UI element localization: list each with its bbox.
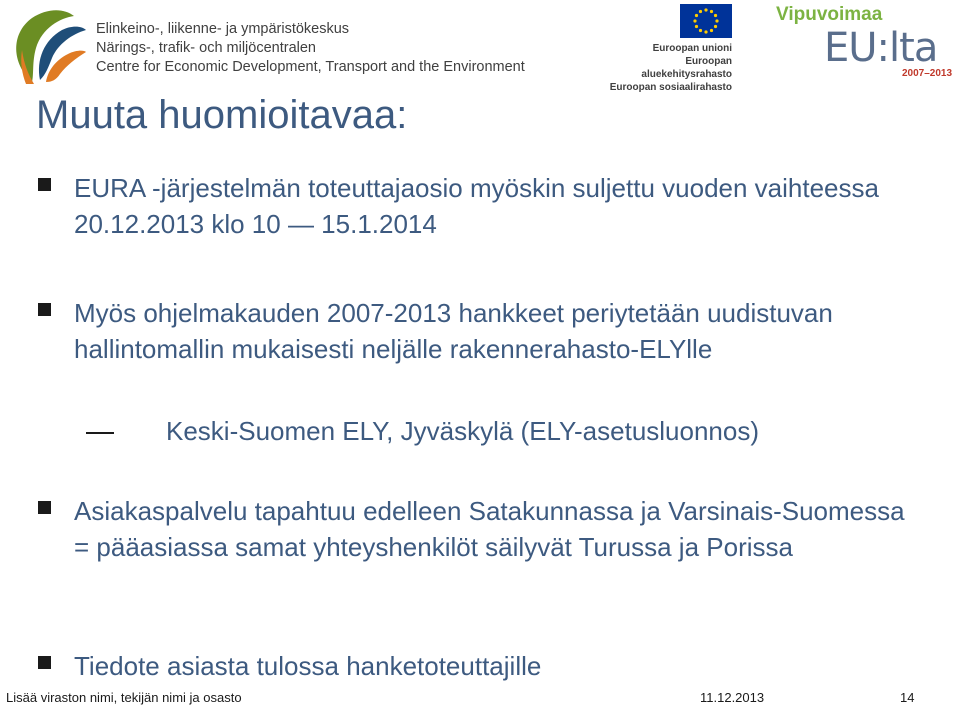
sub-bullet-text: Keski-Suomen ELY, Jyväskylä (ELY-asetusluonnos)	[166, 416, 760, 446]
eu-star-icon	[710, 10, 713, 13]
bullet-text: Asiakaspalvelu tapahtuu edelleen Satakunnassa ja Varsinais-Suomessa = pääasiassa samat yhteyshenkilöt säilyvät Turussa ja Porissa	[74, 496, 905, 562]
footer-author: Lisää viraston nimi, tekijän nimi ja osasto	[6, 690, 242, 705]
eu-star-icon	[699, 29, 702, 32]
bullet-square-icon	[38, 501, 51, 514]
eu-star-icon	[695, 25, 698, 28]
dash-icon	[86, 432, 114, 434]
eu-funding-text	[596, 42, 732, 94]
eu-social-fund-label: Euroopan sosiaalirahasto	[609, 82, 732, 93]
eu-star-icon	[710, 29, 713, 32]
eu-star-icon	[699, 10, 702, 13]
program-years-label: 2007–2013	[902, 68, 953, 79]
slide-title: Muuta huomioitavaa:	[36, 93, 408, 137]
eu-flag-icon	[680, 4, 732, 38]
eu-star-icon	[704, 8, 707, 11]
bullet-text: EURA -järjestelmän toteuttajaosio myöskin suljettu vuoden vaihteessa 20.12.2013 klo 10 — 15.1.2014	[74, 173, 879, 239]
bullet-square-icon	[38, 656, 51, 669]
ely-name-en: Centre for Economic Development, Transport and the Environment	[96, 59, 525, 75]
bullet-square-icon	[38, 178, 51, 191]
bullet-text: Myös ohjelmakauden 2007-2013 hankkeet periytetään uudistuvan hallintomallin mukaisesti neljälle rakennerahasto-ELYlle	[74, 298, 833, 364]
eu-regional-fund-label: Euroopan aluekehitysrahasto	[641, 56, 732, 80]
eu-star-icon	[693, 19, 696, 22]
ely-logo-icon	[2, 4, 88, 86]
vipuvoimaa-label: Vipuvoimaa	[776, 4, 883, 25]
footer-page-number: 14	[900, 690, 915, 705]
eu-star-icon	[714, 14, 717, 17]
eu-star-icon	[715, 19, 718, 22]
ely-name-sv: Närings-, trafik- och miljöcentralen	[96, 40, 316, 56]
eulta-logo: EU:lta	[824, 25, 938, 71]
ely-name-fi: Elinkeino-, liikenne- ja ympäristökeskus	[96, 21, 350, 37]
eu-star-icon	[714, 25, 717, 28]
eu-star-icon	[695, 14, 698, 17]
bullet-text: Tiedote asiasta tulossa hanketoteuttajille	[74, 651, 542, 681]
ely-organization-name	[96, 20, 525, 77]
eu-union-label: Euroopan unioni	[652, 43, 732, 54]
eu-star-icon	[704, 30, 707, 33]
footer-date: 11.12.2013	[700, 690, 765, 705]
bullet-square-icon	[38, 303, 51, 316]
